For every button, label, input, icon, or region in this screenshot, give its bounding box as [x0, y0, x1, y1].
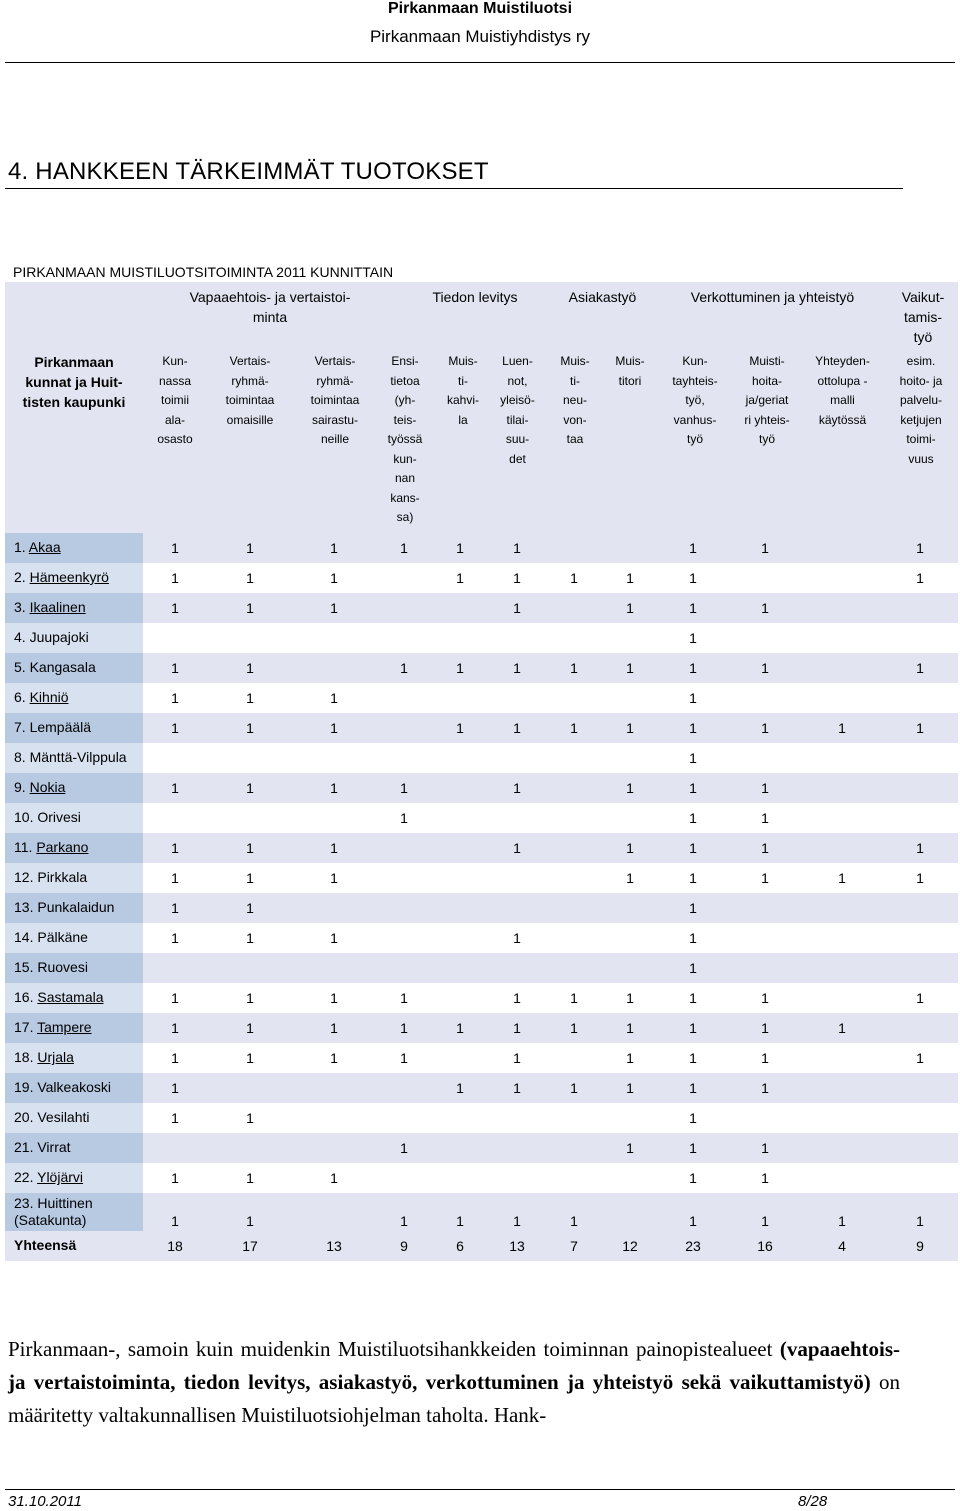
table-cell: 7: [570, 1238, 578, 1254]
row-label: [14, 780, 65, 795]
row-label-link[interactable]: Tampere: [37, 1019, 92, 1035]
table-cell: 1: [570, 720, 578, 736]
row-label: [14, 570, 109, 585]
table-cell: 1: [689, 690, 697, 706]
table-cell: 1: [330, 930, 338, 946]
table-cell: 1: [171, 540, 179, 556]
table-cell: 1: [916, 660, 924, 676]
table-row: [5, 1133, 958, 1163]
table-title: PIRKANMAAN MUISTILUOTSITOIMINTA 2011 KUNNITTAIN: [13, 264, 394, 280]
table-cell: 1: [513, 570, 521, 586]
table-row: [5, 743, 958, 773]
table-cell: 1: [761, 810, 769, 826]
table-cell: 1: [330, 690, 338, 706]
table-cell: 1: [330, 840, 338, 856]
row-label: 4. Juupajoki: [14, 629, 89, 645]
group-client: Asiakastyö: [568, 289, 637, 305]
table-row: [5, 1193, 958, 1231]
group-network: Verkottuminen ja yhteistyö: [690, 289, 855, 305]
table-cell: 1: [916, 720, 924, 736]
table-row: [5, 953, 958, 983]
table-cell: 1: [330, 600, 338, 616]
row-label: 7. Lempäälä: [14, 719, 92, 735]
table-cell: 1: [330, 720, 338, 736]
table-cell: 1: [689, 1170, 697, 1186]
table-cell: 1: [838, 1020, 846, 1036]
table-cell: 16: [757, 1238, 773, 1254]
table-cell: 1: [689, 1080, 697, 1096]
table-cell: 1: [171, 660, 179, 676]
table-cell: 1: [761, 1170, 769, 1186]
table-cell: 1: [626, 1050, 634, 1066]
table-cell: 1: [689, 930, 697, 946]
table-cell: 1: [246, 930, 254, 946]
table-cell: 1: [513, 930, 521, 946]
table-cell: 1: [626, 1020, 634, 1036]
col-header-3: Vertais- ryhmä- toimintaa sairastu- neille: [310, 354, 360, 446]
table-cell: 1: [689, 570, 697, 586]
table-cell: 1: [171, 780, 179, 796]
table-cell: 1: [330, 1170, 338, 1186]
row-label-link[interactable]: Kihniö: [29, 689, 69, 705]
table-cell: 1: [246, 1110, 254, 1126]
row-label-link[interactable]: Ikaalinen: [29, 599, 86, 615]
table-row: [5, 533, 958, 563]
table-cell: 1: [246, 660, 254, 676]
col-header-12: esim. hoito- ja palvelu- ketjujen toimi- vuus: [899, 354, 943, 466]
table-cell: 1: [246, 690, 254, 706]
table-cell: 1: [400, 660, 408, 676]
table-row: [5, 1163, 958, 1193]
row-label: 14. Pälkäne: [14, 929, 88, 945]
table-row: [5, 1073, 958, 1103]
table-cell: 1: [330, 870, 338, 886]
table-row: [5, 563, 958, 593]
row-label-number: 17.: [14, 1019, 38, 1035]
row-header: Pirkanmaan kunnat ja Huit- tisten kaupunki: [22, 354, 126, 410]
col-header-11: Yhteyden- ottolupa - malli käytössä: [815, 354, 870, 427]
table-cell: 1: [689, 1110, 697, 1126]
row-label: [14, 840, 88, 855]
table-cell: 1: [513, 1050, 521, 1066]
table-cell: 4: [838, 1238, 846, 1254]
table-cell: 1: [400, 1213, 408, 1229]
row-label-number: 9.: [14, 779, 30, 795]
row-label: Yhteensä: [14, 1237, 77, 1253]
table-cell: 1: [513, 840, 521, 856]
table-row: [5, 1043, 958, 1073]
table-cell: 1: [456, 660, 464, 676]
row-label: 15. Ruovesi: [14, 959, 88, 975]
table-cell: 1: [456, 1020, 464, 1036]
table-cell: 1: [689, 900, 697, 916]
footer-date: 31.10.2011: [8, 1493, 82, 1510]
table-cell: 1: [400, 780, 408, 796]
row-label: 20. Vesilahti: [14, 1109, 90, 1125]
table-cell: 1: [626, 780, 634, 796]
table-cell: 1: [626, 600, 634, 616]
header-divider: [5, 62, 955, 63]
table-cell: 1: [626, 720, 634, 736]
table-cell: 1: [916, 1213, 924, 1229]
table-cell: 1: [761, 840, 769, 856]
col-header-4: Ensi- tietoa (yh- teis- työssä kun- nan kans- sa): [387, 354, 423, 524]
section-title: 4. HANKKEEN TÄRKEIMMÄT TUOTOKSET: [8, 158, 489, 185]
table-cell: 1: [513, 990, 521, 1006]
table-cell: 1: [246, 540, 254, 556]
group-volunteer-label: Vapaaehtois- ja vertaistoi- minta: [189, 289, 351, 325]
table-cell: 9: [400, 1238, 408, 1254]
table-cell: 1: [570, 660, 578, 676]
table-row: [5, 983, 958, 1013]
table-cell: 1: [246, 600, 254, 616]
table-cell: 13: [326, 1238, 342, 1254]
table-cell: 1: [570, 570, 578, 586]
table-cell: 1: [689, 720, 697, 736]
col-header-2: Vertais- ryhmä- toimintaa omaisille: [225, 354, 275, 427]
table-cell: 1: [761, 990, 769, 1006]
table-cell: 1: [689, 540, 697, 556]
row-label: [14, 1050, 74, 1065]
table-cell: 1: [330, 780, 338, 796]
row-label: [14, 600, 86, 615]
table-cell: 1: [171, 570, 179, 586]
table-cell: 1: [513, 1213, 521, 1229]
table-cell: 1: [171, 1080, 179, 1096]
table-cell: 1: [246, 870, 254, 886]
table-cell: 1: [330, 570, 338, 586]
table-cell: 1: [916, 990, 924, 1006]
table-cell: 1: [689, 750, 697, 766]
table-cell: 1: [570, 990, 578, 1006]
table-row: [5, 893, 958, 923]
table-cell: 1: [171, 1020, 179, 1036]
table-cell: 1: [513, 1020, 521, 1036]
table-cell: 13: [509, 1238, 525, 1254]
table-row: [5, 773, 958, 803]
table-cell: 1: [916, 1050, 924, 1066]
body-paragraph: [8, 1333, 900, 1432]
table-cell: 1: [626, 570, 634, 586]
row-label-link[interactable]: Akaa: [28, 539, 61, 555]
table-cell: 1: [761, 1140, 769, 1156]
row-label: [14, 1020, 92, 1035]
row-label: [14, 540, 61, 555]
group-advocacy: [888, 287, 958, 347]
group-advocacy-label: Vaikut- tamis- työ: [901, 289, 945, 345]
table-cell: 1: [456, 570, 464, 586]
row-label-link[interactable]: Sastamala: [37, 989, 104, 1005]
table-row: [5, 923, 958, 953]
table-cell: 1: [330, 1050, 338, 1066]
table-row: [5, 833, 958, 863]
row-label-number: 22.: [14, 1169, 38, 1185]
table-row: [5, 1103, 958, 1133]
table-cell: 18: [167, 1238, 183, 1254]
table-cell: 1: [246, 840, 254, 856]
table-cell: 1: [838, 720, 846, 736]
table-cell: 1: [761, 600, 769, 616]
table-cell: 1: [171, 1213, 179, 1229]
table-cell: 1: [456, 1080, 464, 1096]
table-cell: 1: [689, 630, 697, 646]
table-cell: 1: [246, 900, 254, 916]
table-cell: 1: [330, 1020, 338, 1036]
col-header-8: Muis- titori: [615, 354, 645, 388]
table-cell: 1: [916, 540, 924, 556]
row-label-number: 3.: [14, 599, 30, 615]
row-label-number: 11.: [14, 839, 37, 855]
row-label-link[interactable]: Nokia: [29, 779, 66, 795]
table-cell: 1: [689, 870, 697, 886]
row-label: 8. Mänttä-Vilppula: [14, 749, 127, 765]
table-row: [5, 653, 958, 683]
table-cell: 1: [456, 540, 464, 556]
row-label: 5. Kangasala: [14, 659, 96, 675]
table-cell: 1: [513, 780, 521, 796]
col-header-9: Kun- tayhteis- työ, vanhus- työ: [672, 354, 718, 446]
table-cell: 1: [626, 840, 634, 856]
row-label-number: 18.: [14, 1049, 38, 1065]
table-cell: 1: [400, 1020, 408, 1036]
table-row: [5, 863, 958, 893]
table-cell: 1: [171, 1170, 179, 1186]
table-cell: 1: [761, 1050, 769, 1066]
row-label-number: 2.: [14, 569, 30, 585]
table-cell: 1: [761, 1020, 769, 1036]
table-cell: 1: [689, 1050, 697, 1066]
table-cell: 1: [456, 1213, 464, 1229]
table-cell: 1: [330, 990, 338, 1006]
col-header-1: Kun- nassa toimii ala- osasto: [157, 354, 193, 446]
table-cell: 1: [689, 600, 697, 616]
table-cell: 23: [685, 1238, 701, 1254]
table-cell: 1: [570, 1020, 578, 1036]
table-cell: 1: [400, 810, 408, 826]
table-total-row: [5, 1231, 958, 1261]
row-label: 23. Huittinen (Satakunta): [14, 1195, 93, 1228]
table-cell: 1: [513, 540, 521, 556]
table-cell: 1: [689, 1020, 697, 1036]
table-cell: 1: [689, 1140, 697, 1156]
table-row: [5, 593, 958, 623]
table-cell: 1: [246, 1020, 254, 1036]
table-cell: 1: [626, 1080, 634, 1096]
table-cell: 1: [246, 720, 254, 736]
footer-page: 8/28: [798, 1493, 828, 1510]
table-cell: 1: [171, 900, 179, 916]
row-label-number: 1.: [14, 539, 29, 555]
table-cell: 1: [400, 1140, 408, 1156]
table-cell: 1: [513, 600, 521, 616]
table-cell: 1: [761, 720, 769, 736]
table-row: [5, 1013, 958, 1043]
table-cell: 1: [761, 660, 769, 676]
table-cell: 1: [689, 660, 697, 676]
header-org: Pirkanmaan Muistiluotsi: [387, 0, 573, 17]
row-label-link[interactable]: Ylöjärvi: [37, 1169, 84, 1185]
table-cell: 9: [916, 1238, 924, 1254]
row-label: 21. Virrat: [14, 1139, 71, 1155]
table-cell: 1: [513, 1080, 521, 1096]
table-cell: 6: [456, 1238, 464, 1254]
row-label: [14, 1170, 83, 1185]
col-header-7: Muis- ti- neu- von- taa: [560, 354, 590, 446]
table-cell: 1: [246, 570, 254, 586]
table-cell: 1: [570, 1080, 578, 1096]
footer-divider: [5, 1489, 955, 1490]
table-cell: 1: [916, 840, 924, 856]
table-cell: 1: [171, 600, 179, 616]
table-cell: 1: [171, 930, 179, 946]
paragraph-text-2: on määritetty valtakunnallisen Muistiluotsiohjelman taholta. Hank-: [8, 1370, 900, 1427]
table-cell: 1: [689, 780, 697, 796]
table-cell: 1: [689, 810, 697, 826]
table-cell: 1: [838, 1213, 846, 1229]
table-cell: 12: [622, 1238, 638, 1254]
row-label: 12. Pirkkala: [14, 869, 88, 885]
table-cell: 17: [242, 1238, 258, 1254]
table-cell: 1: [171, 690, 179, 706]
row-label-link[interactable]: Parkano: [36, 839, 89, 855]
row-label: [14, 690, 69, 705]
row-label: [14, 990, 104, 1005]
row-label-number: 16.: [14, 989, 38, 1005]
paragraph-bold: (vapaaehtois- ja vertaistoiminta, tiedon levitys, asiakastyö, verkottuminen ja yhteistyö sekä vaikuttamistyö): [8, 1337, 901, 1394]
table-cell: 1: [689, 1213, 697, 1229]
table-cell: 1: [838, 870, 846, 886]
table-cell: 1: [689, 990, 697, 1006]
row-label: 13. Punkalaidun: [14, 899, 115, 915]
table-cell: 1: [400, 1050, 408, 1066]
table-cell: 1: [400, 540, 408, 556]
table-cell: 1: [246, 1170, 254, 1186]
table-cell: 1: [761, 870, 769, 886]
table-cell: 1: [761, 780, 769, 796]
row-label-link[interactable]: Urjala: [37, 1049, 74, 1065]
table-cell: 1: [513, 660, 521, 676]
table-cell: 1: [456, 720, 464, 736]
table-cell: 1: [171, 870, 179, 886]
table-cell: 1: [513, 720, 521, 736]
row-label-number: 6.: [14, 689, 30, 705]
table-cell: 1: [761, 540, 769, 556]
table-cell: 1: [171, 1110, 179, 1126]
group-volunteer: [150, 287, 390, 327]
table-cell: 1: [689, 960, 697, 976]
table-cell: 1: [626, 870, 634, 886]
table-cell: 1: [171, 720, 179, 736]
header-association: Pirkanmaan Muistiyhdistys ry: [369, 27, 591, 46]
table-cell: 1: [246, 1213, 254, 1229]
table-cell: 1: [570, 1213, 578, 1229]
table-cell: 1: [626, 1140, 634, 1156]
table-cell: 1: [626, 660, 634, 676]
table-cell: 1: [330, 540, 338, 556]
table-cell: 1: [246, 1050, 254, 1066]
row-label: 10. Orivesi: [14, 809, 81, 825]
table-cell: 1: [171, 990, 179, 1006]
table-cell: 1: [400, 990, 408, 1006]
col-header-5: Muis- ti- kahvi- la: [446, 354, 479, 427]
table-cell: 1: [246, 990, 254, 1006]
group-info: Tiedon levitys: [432, 289, 518, 305]
table-cell: 1: [626, 990, 634, 1006]
table-cell: 1: [171, 1050, 179, 1066]
table-cell: 1: [916, 870, 924, 886]
table-row: [5, 713, 958, 743]
col-header-6: Luen- not, yleisö- tilai- suu- det: [500, 354, 535, 466]
col-header-10: Muisti- hoita- ja/geriat ri yhteis- työ: [744, 354, 790, 446]
row-label-link[interactable]: Hämeenkyrö: [29, 569, 109, 585]
row-label: 19. Valkeakoski: [14, 1079, 112, 1095]
paragraph-text-1: Pirkanmaan-, samoin kuin muidenkin Muistiluotsihankkeiden toiminnan painopistealueet: [8, 1337, 773, 1361]
table-cell: 1: [171, 840, 179, 856]
table-cell: 1: [246, 780, 254, 796]
table-cell: 1: [761, 1213, 769, 1229]
table-cell: 1: [689, 840, 697, 856]
table-cell: 1: [761, 1080, 769, 1096]
section-title-underline: [5, 188, 903, 189]
table-cell: 1: [916, 570, 924, 586]
table-row: [5, 683, 958, 713]
table-row: [5, 803, 958, 833]
table-row: [5, 623, 958, 653]
